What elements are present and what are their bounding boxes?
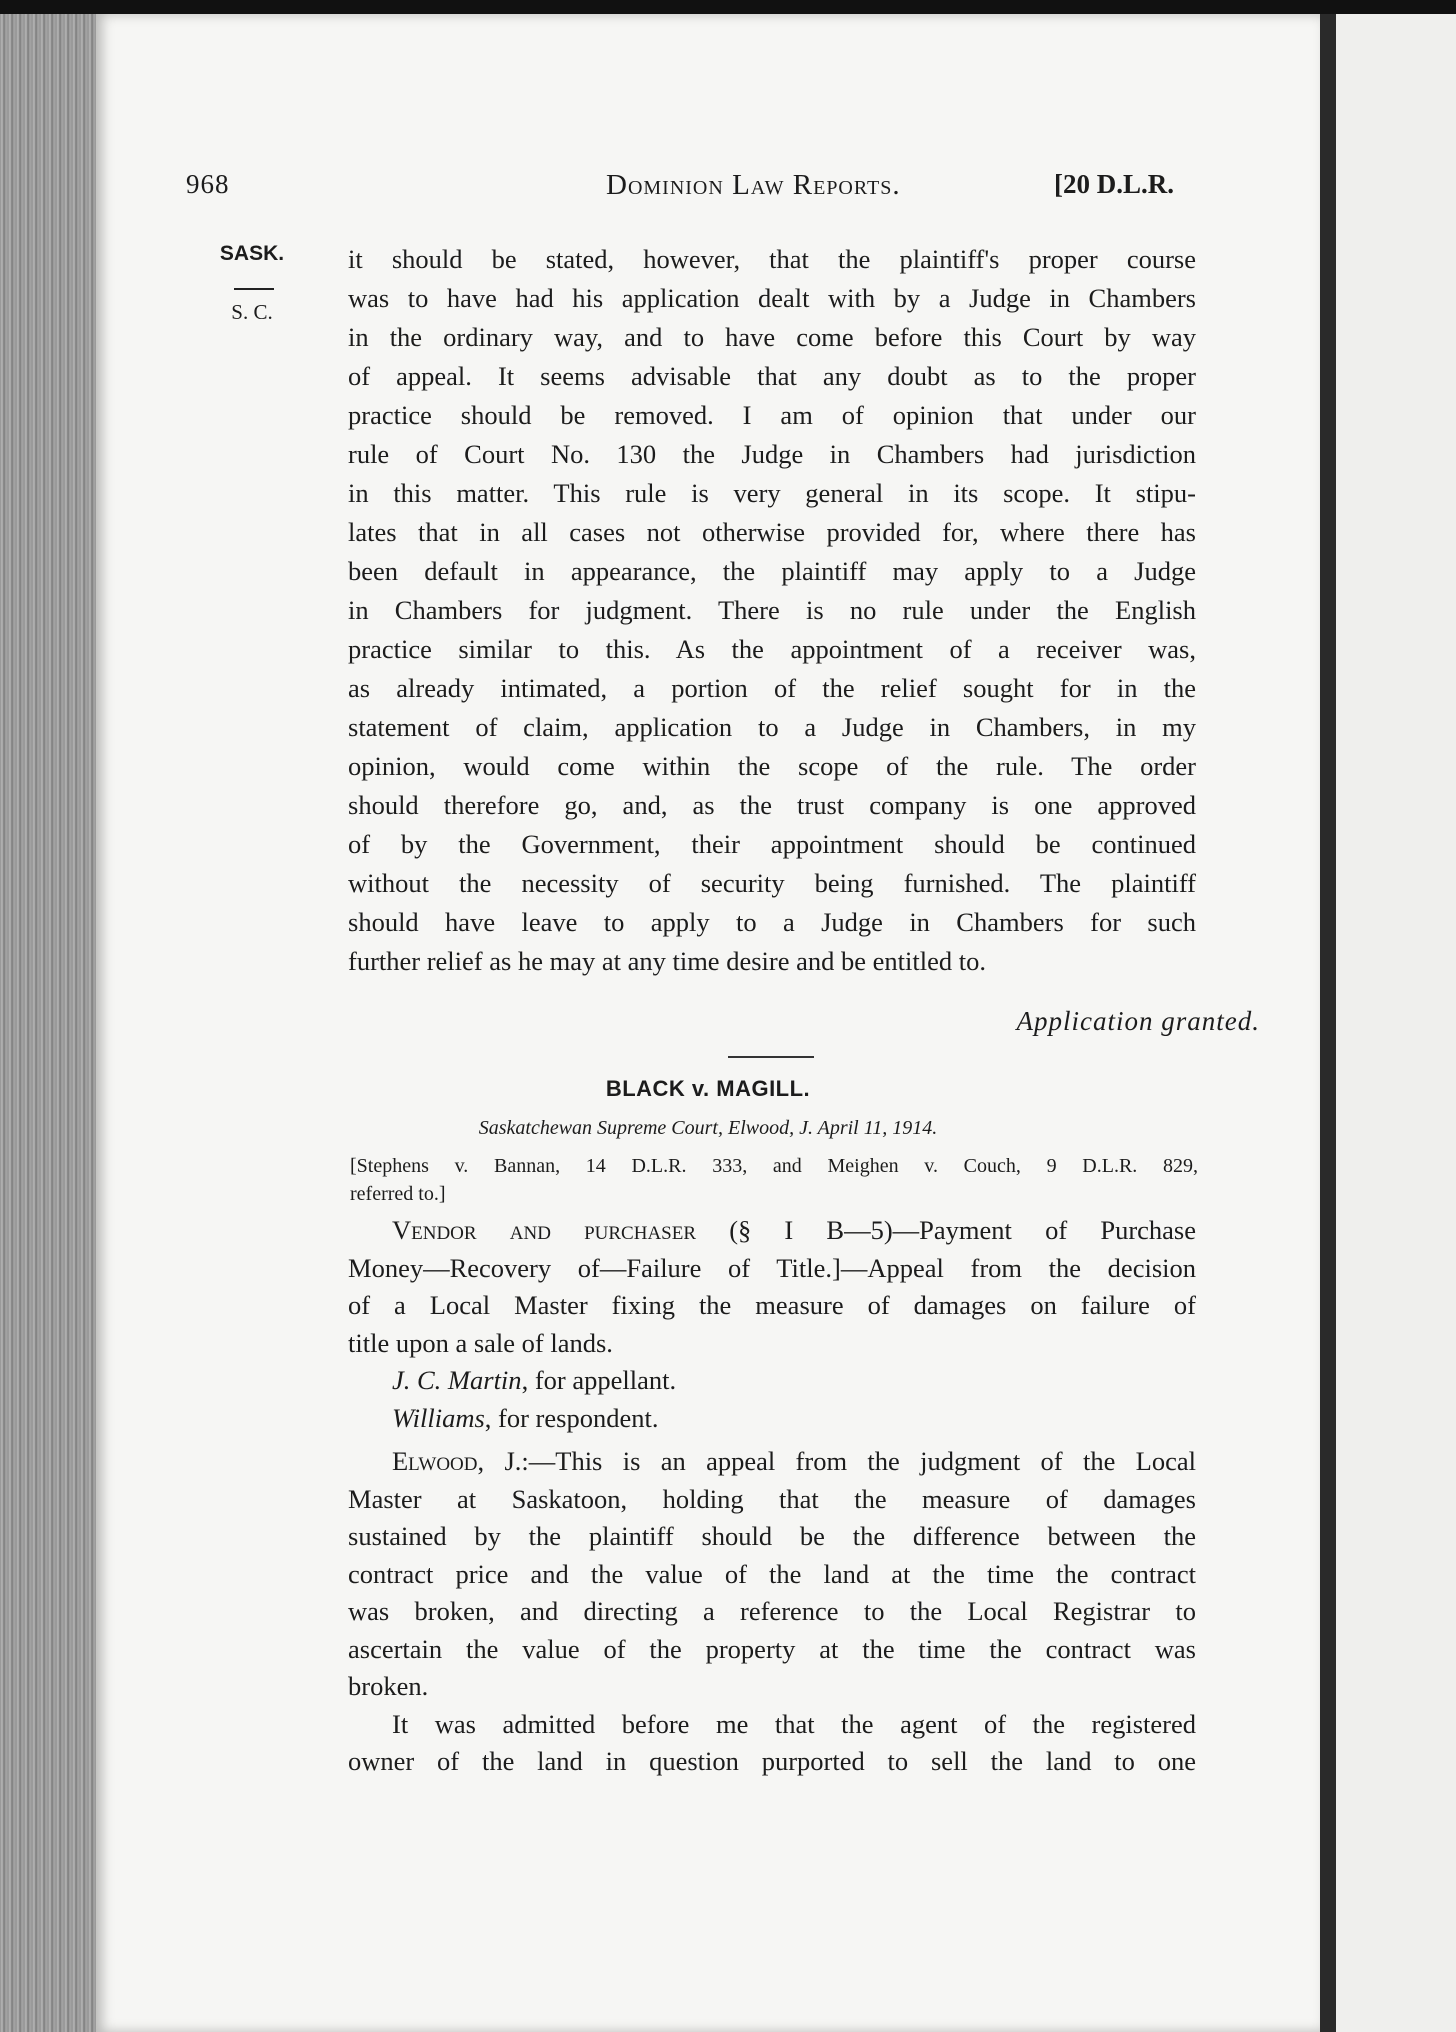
judgment-line: It was admitted before me that the agent of the registered [392, 1708, 1196, 1739]
text-line: statement of claim, application to a Judge in Chambers, in my [348, 712, 1196, 742]
judge-name: Elwood, J. [392, 1446, 522, 1476]
book-page [96, 14, 1320, 2032]
text-line: opinion, would come within the scope of the rule. The order [348, 751, 1196, 781]
judgment-line: sustained by the plaintiff should be the difference between the [348, 1521, 1196, 1551]
headnote-line: title upon a sale of lands. [348, 1327, 613, 1358]
volume-reference: [20 D.L.R. [1054, 169, 1174, 199]
headnote-lead: Vendor and purchaser [392, 1215, 697, 1245]
journal-title: Dominion Law Reports. [606, 169, 901, 201]
citation-line: referred to.] [350, 1183, 446, 1205]
book-page-edges [0, 14, 96, 2032]
book-gutter [1320, 14, 1336, 2032]
margin-court: S. C. [231, 300, 273, 324]
text-line: practice similar to this. As the appointment of a receiver was, [348, 634, 1196, 664]
text-line: should have leave to apply to a Judge in Chambers for such [348, 907, 1196, 937]
case-court-line: Saskatchewan Supreme Court, Elwood, J. April 11, 1914. [478, 1117, 938, 1139]
text-line: in the ordinary way, and to have come before this Court by way [348, 322, 1196, 352]
headnote-and-judgment [348, 1212, 1196, 1781]
text-line: should therefore go, and, as the trust company is one approved [348, 790, 1196, 820]
counsel-name: Williams [392, 1402, 485, 1433]
text-line: rule of Court No. 130 the Judge in Chambers had jurisdiction [348, 439, 1196, 469]
headnote-line: Money—Recovery of—Failure of Title.]—Appeal from the decision [348, 1252, 1196, 1283]
text-line: as already intimated, a portion of the relief sought for in the [348, 673, 1196, 703]
case-title: BLACK v. MAGILL. [605, 1076, 811, 1101]
scan-top-border [0, 0, 1456, 14]
text-line: practice should be removed. I am of opinion that under our [348, 400, 1196, 430]
running-head [96, 169, 1320, 209]
page-number: 968 [186, 169, 230, 199]
text-line: was to have had his application dealt with by a Judge in Chambers [348, 283, 1196, 313]
case-citations [350, 1152, 1198, 1208]
disposition: Application granted. [1016, 1006, 1260, 1036]
text-line: of by the Government, their appointment should be continued [348, 829, 1196, 859]
counsel-role: , for appellant. [521, 1365, 677, 1395]
judgment-line: ascertain the value of the property at the time the contract was [348, 1633, 1196, 1664]
judgment-line: broken. [348, 1671, 429, 1701]
margin-divider [234, 288, 274, 290]
counsel-line [348, 1400, 1196, 1438]
judgment-text: :—This is an appeal from the judgment of the Local [521, 1446, 1196, 1476]
headnote-line: of a Local Master fixing the measure of damages on failure of [348, 1290, 1196, 1320]
upper-judgment-text [348, 240, 1196, 981]
counsel-line [348, 1362, 1196, 1400]
judgment-first-line [348, 1443, 1196, 1481]
judgment-line: Master at Saskatoon, holding that the measure of damages [348, 1483, 1196, 1514]
counsel-name: J. C. Martin [392, 1365, 522, 1395]
margin-province: SASK. [219, 242, 285, 265]
headnote-first-line [348, 1212, 1196, 1250]
counsel-role: , for respondent. [484, 1402, 659, 1433]
headnote-topic: (§ I B—5)—Payment of Purchase [729, 1215, 1196, 1245]
text-line: in Chambers for judgment. There is no rule under the English [348, 595, 1196, 625]
section-divider [728, 1056, 814, 1058]
citation-line: [Stephens v. Bannan, 14 D.L.R. 333, and Meighen v. Couch, 9 D.L.R. 829, [350, 1155, 1198, 1177]
judgment-line: owner of the land in question purported to sell the land to one [348, 1746, 1196, 1776]
text-line: it should be stated, however, that the plaintiff's proper course [348, 244, 1196, 274]
text-line: further relief as he may at any time desire and be entitled to. [348, 946, 986, 976]
text-line: lates that in all cases not otherwise provided for, where there has [348, 517, 1196, 547]
text-line: in this matter. This rule is very general in its scope. It stipu- [348, 478, 1196, 508]
text-line: without the necessity of security being furnished. The plaintiff [348, 868, 1196, 898]
text-line: been default in appearance, the plaintiff may apply to a Judge [348, 556, 1196, 586]
judgment-line: contract price and the value of the land at the time the contract [348, 1558, 1196, 1589]
text-line: of appeal. It seems advisable that any doubt as to the proper [348, 361, 1196, 391]
facing-page-edge [1336, 14, 1456, 2032]
judgment-line: was broken, and directing a reference to the Local Registrar to [348, 1596, 1196, 1626]
